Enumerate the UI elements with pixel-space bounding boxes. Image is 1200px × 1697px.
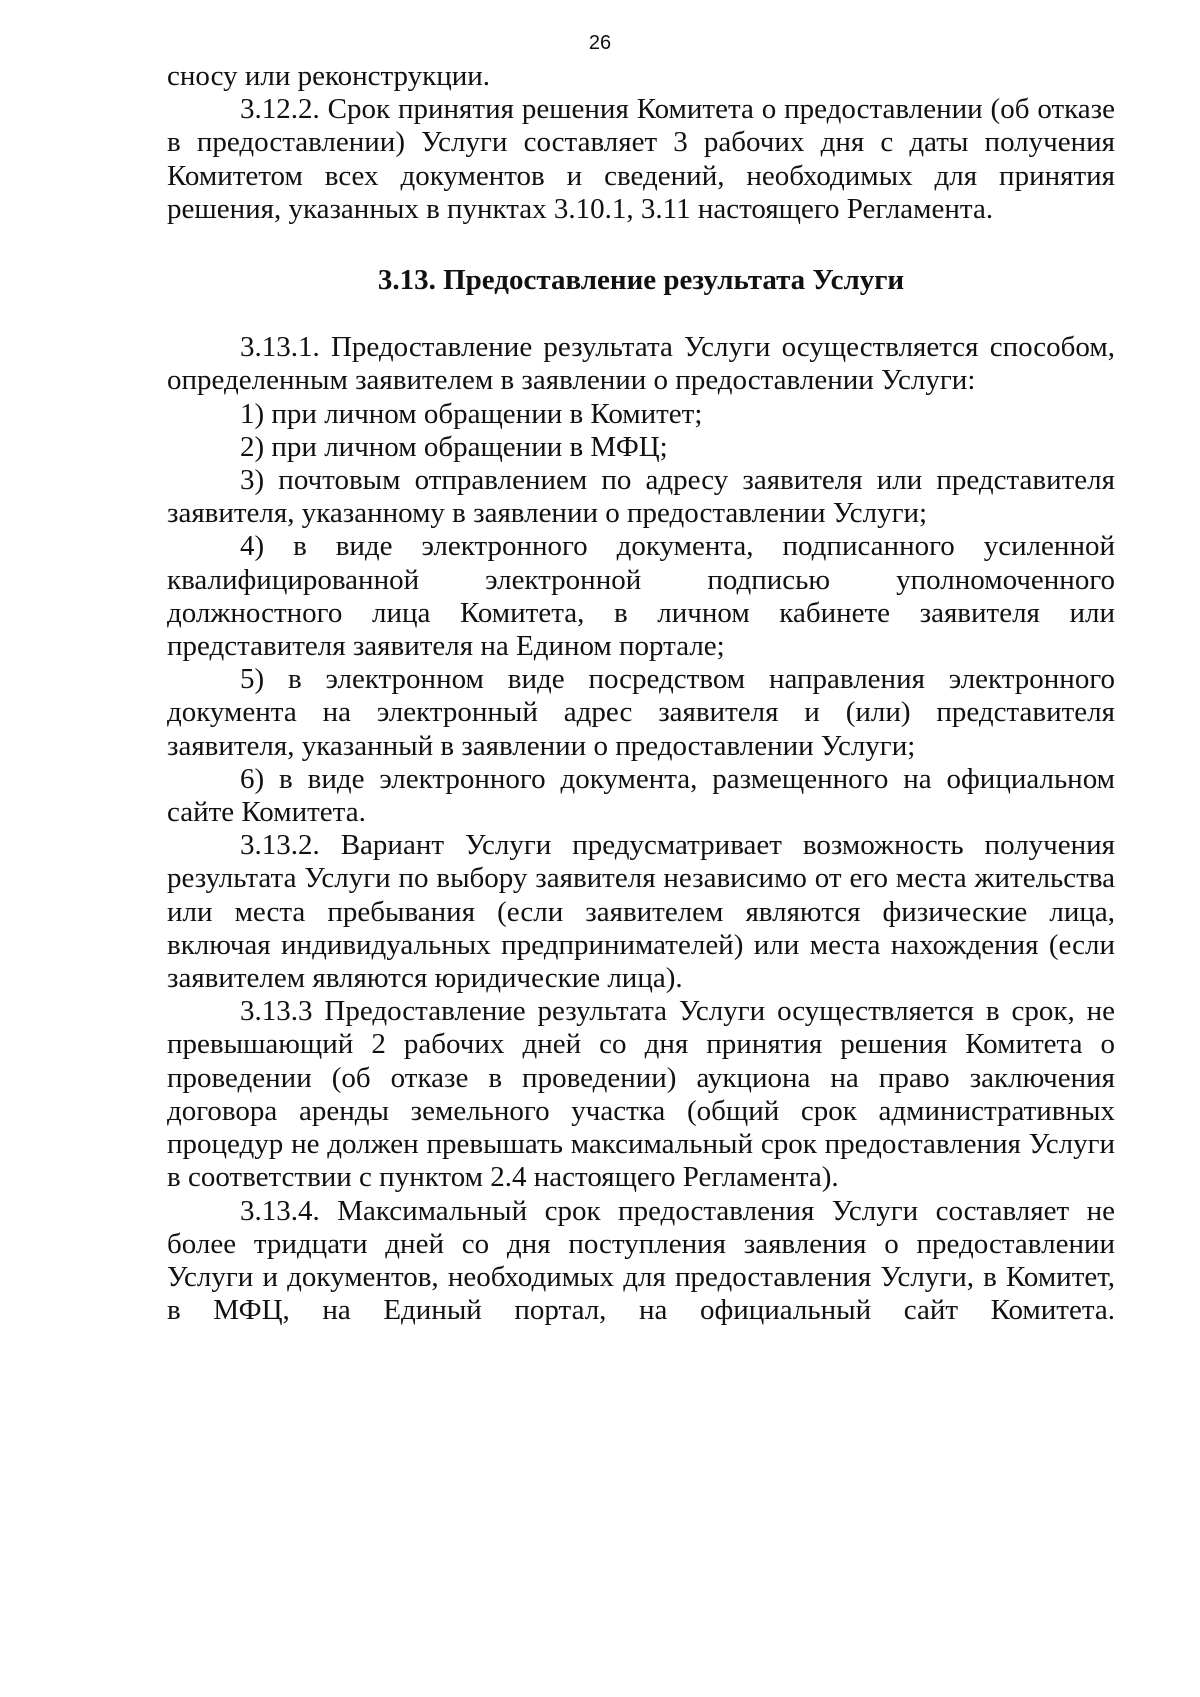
list-item-3: 3) почтовым отправлением по адресу заявителя или представителя заявителя, указанному в заявлении о предоставлении Услуги; (167, 464, 1115, 530)
list-item-5: 5) в электронном виде посредством направления электронного документа на электронный адрес заявителя и (или) представителя заявителя, указанный в заявлении о предоставлении Услуги; (167, 663, 1115, 762)
document-body (167, 60, 1115, 1327)
list-item-1: 1) при личном обращении в Комитет; (240, 397, 703, 430)
list-item-2: 2) при личном обращении в МФЦ; (240, 430, 668, 463)
list-item-6: 6) в виде электронного документа, размещенного на официальном сайте Комитета. (167, 762, 1115, 829)
section-heading-3-13: 3.13. Предоставление результата Услуги (377, 264, 905, 297)
paragraph-continuation: сносу или реконструкции. (167, 60, 491, 92)
paragraph-3-13-1: 3.13.1. Предоставление результата Услуги осуществляется способом, определенным заявителем в заявлении о предоставлении Услуги: (167, 331, 1115, 397)
paragraph-3-13-2: 3.13.2. Вариант Услуги предусматривает возможность получения результата Услуги по выбору заявителя независимо от его места жительства или места пребывания (если заявителем являются физические лица, включая индивидуальных предпринимателей) или места нахождения (если заявителем являются юридические лица). (167, 829, 1115, 995)
list-item-4: 4) в виде электронного документа, подписанного усиленной квалифицированной электронной подписью уполномоченного должностного лица Комитета, в личном кабинете заявителя или представителя заявителя на Едином портале; (167, 530, 1115, 663)
paragraph-3-13-4: 3.13.4. Максимальный срок предоставления Услуги составляет не более тридцати дней со дня поступления заявления о предоставлении Услуги и документов, необходимых для предоставления Услуги, в Комитет, в МФЦ, на Единый портал, на официальный сайт Комитета. (167, 1194, 1115, 1327)
paragraph-3-12-2: 3.12.2. Срок принятия решения Комитета о предоставлении (об отказе в предоставлении) Услуги составляет 3 рабочих дня с даты получения Комитетом всех документов и сведений, необходимых для принятия решения, указанных в пунктах 3.10.1, 3.11 настоящего Регламента. (167, 93, 1115, 225)
page-number: 26 (588, 32, 612, 54)
paragraph-3-13-3: 3.13.3 Предоставление результата Услуги осуществляется в срок, не превышающий 2 рабочих дней со дня принятия решения Комитета о проведении (об отказе в проведении) аукциона на право заключения договора аренды земельного участка (общий срок административных процедур не должен превышать максимальный срок предоставления Услуги в соответствии с пунктом 2.4 настоящего Регламента). (167, 995, 1115, 1194)
